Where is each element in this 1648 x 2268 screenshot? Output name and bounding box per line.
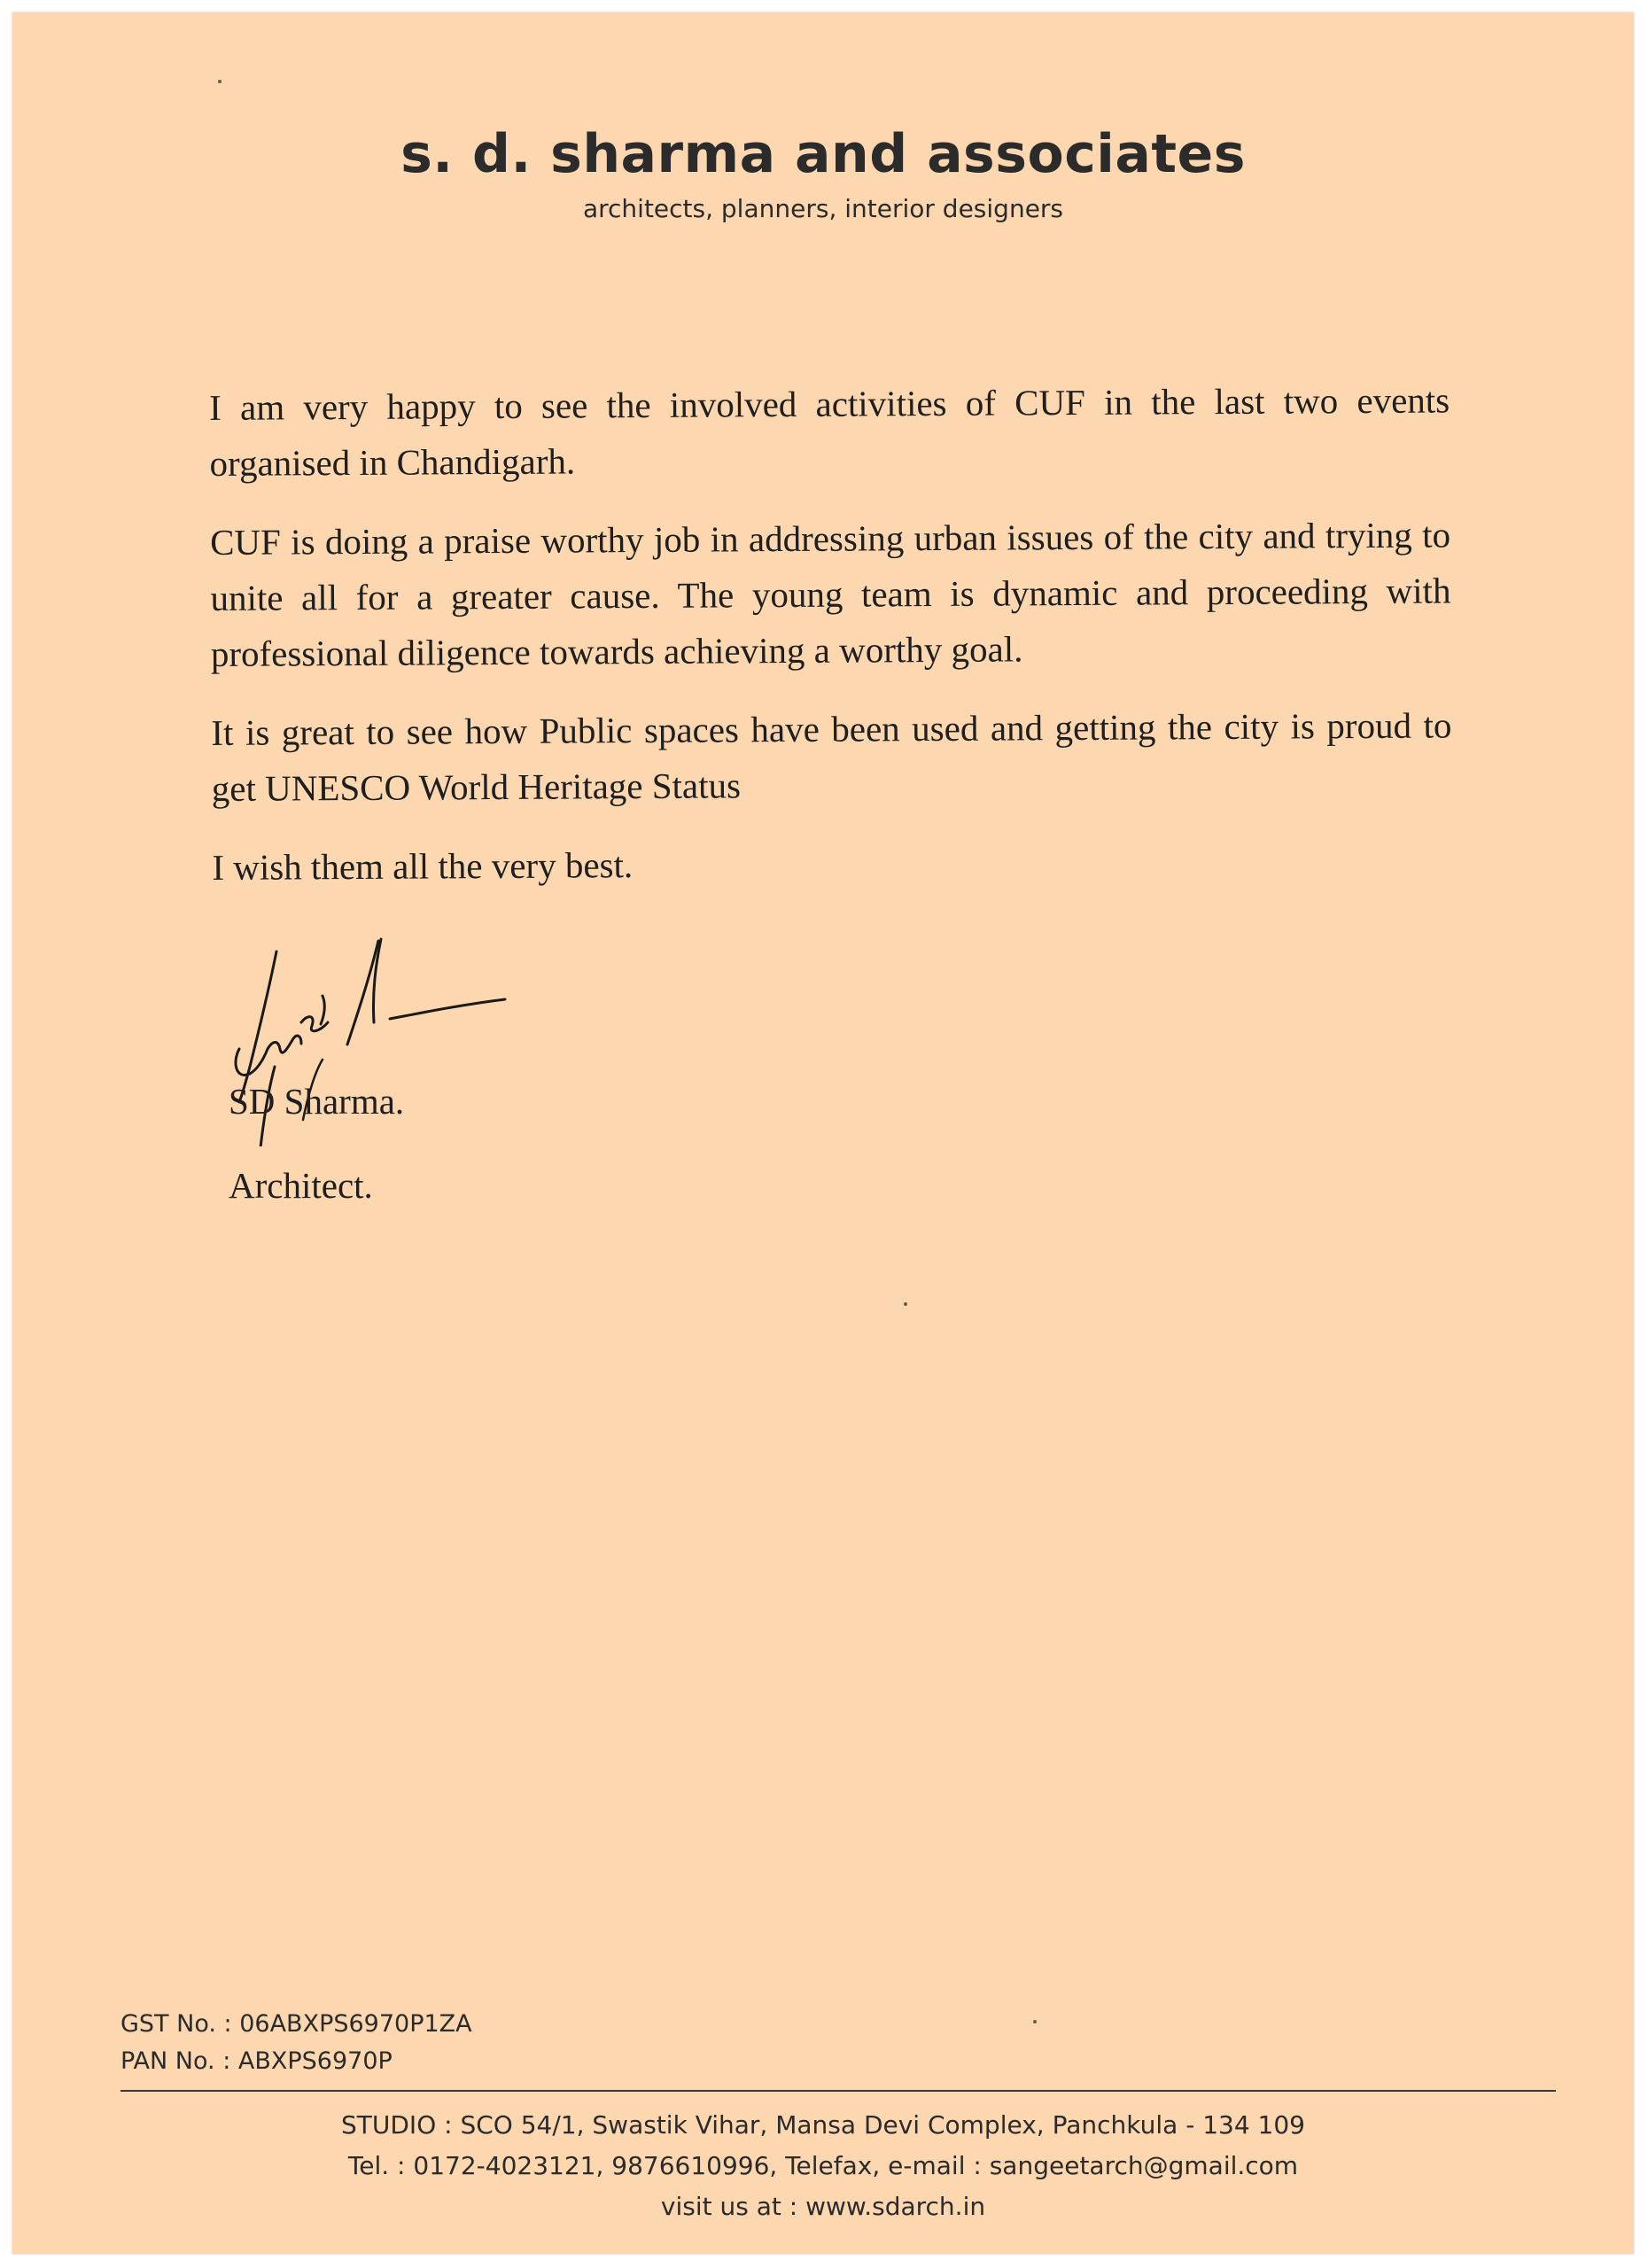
gst-number: GST No. : 06ABXPS6970P1ZA xyxy=(120,2010,472,2038)
letterhead xyxy=(12,119,1634,227)
pan-number: PAN No. : ABXPS6970P xyxy=(120,2047,393,2075)
firm-tagline: architects, planners, interior designers xyxy=(582,194,1064,223)
footer-divider xyxy=(120,2090,1556,2092)
signer-title: Architect. xyxy=(229,1165,373,1206)
firm-name: s. d. sharma and associates xyxy=(400,123,1246,185)
website-line: visit us at : www.sdarch.in xyxy=(660,2192,986,2221)
signature-block xyxy=(223,916,755,1270)
body-paragraph-2: CUF is doing a praise worthy job in addressing urban issues of the city and trying to unite all for a greater cause. The young team is dynamic and proceeding with professional diligence towards achieving a worthy goal. xyxy=(209,514,1451,674)
body-paragraph-1: I am very happy to see the involved activities of CUF in the last two events organised in Chandigarh. xyxy=(209,379,1450,484)
paper-speck xyxy=(1033,2020,1037,2023)
paper-speck xyxy=(904,1302,907,1306)
body-paragraph-3: It is great to see how Public spaces have been used and getting the city is proud to get UNESCO World Heritage Status xyxy=(211,704,1452,809)
studio-address: STUDIO : SCO 54/1, Swastik Vihar, Mansa Devi Complex, Panchkula - 134 109 xyxy=(341,2110,1305,2140)
body-paragraph-4: I wish them all the very best. xyxy=(212,844,634,888)
paper-speck xyxy=(218,80,222,83)
letter-body xyxy=(209,372,1453,919)
letter-page xyxy=(12,12,1634,2254)
signer-name: SD Sharma. xyxy=(229,1081,405,1122)
footer xyxy=(12,2105,1634,2227)
registration-block xyxy=(120,2006,472,2080)
contact-details: Tel. : 0172-4023121, 9876610996, Telefax, e-mail : sangeetarch@gmail.com xyxy=(347,2151,1299,2180)
